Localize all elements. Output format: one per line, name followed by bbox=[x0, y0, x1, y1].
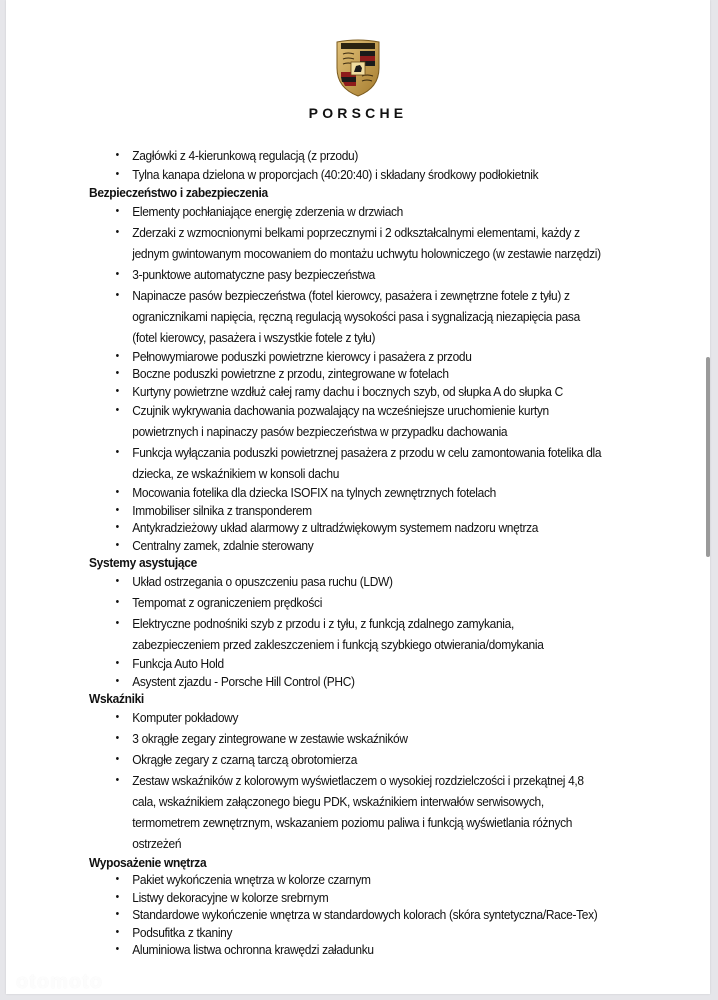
list-item: • Tylna kanapa dzielona w proporcjach (40:20:40) i składany środkowy podłokietnik bbox=[115, 167, 539, 182]
section-title-safety: Bezpieczeństwo i zabezpieczenia bbox=[89, 184, 268, 200]
safety-list bbox=[89, 201, 604, 555]
bullet-icon: • bbox=[115, 503, 119, 516]
bullet-icon: • bbox=[115, 657, 119, 669]
bullet-icon: • bbox=[115, 168, 119, 180]
list-item: • Elektryczne podnośniki szyb z przodu i z tyłu, z funkcją zdalnego zamykania, zabezpieczeniem przed zakleszczeniem i funkcją szybkiego otwierania/domykania bbox=[89, 613, 604, 655]
assist-list bbox=[89, 571, 604, 690]
list-item: • Czujnik wykrywania dachowania pozwalający na wcześniejsze uruchomienie kurtyn powietrznych i napinaczy pasów bezpieczeństwa w przypadku dachowania bbox=[89, 400, 604, 442]
list-item: • Zderzaki z wzmocnionymi belkami poprzecznymi i 2 odkształcalnymi elementami, każdy z jednym gwintowanym mocowaniem do montażu uchwytu holowniczego (w zestawie narzędzi) bbox=[89, 222, 604, 264]
bullet-icon: • bbox=[115, 349, 119, 362]
bullet-icon: • bbox=[115, 732, 119, 744]
list-item: • Funkcja Auto Hold bbox=[115, 656, 224, 671]
bullet-icon: • bbox=[115, 446, 119, 458]
bullet-icon: • bbox=[115, 267, 119, 280]
porsche-wordmark bbox=[282, 106, 434, 120]
vertical-scrollbar[interactable] bbox=[706, 357, 710, 557]
list-item: • 3 okrągłe zegary zintegrowane w zestawie wskaźników bbox=[89, 728, 604, 749]
bullet-icon: • bbox=[115, 204, 119, 217]
bullet-icon: • bbox=[115, 288, 119, 301]
bullet-icon: • bbox=[115, 367, 119, 379]
section-title-interior: Wyposażenie wnętrza bbox=[89, 855, 207, 870]
bullet-icon: • bbox=[115, 149, 119, 161]
list-item: • Kurtyny powietrzne wzdłuż całej ramy dachu i bocznych szyb, od słupka A do słupka C bbox=[115, 383, 563, 399]
list-item: • Listwy dekoracyjne w kolorze srebrnym bbox=[115, 889, 329, 905]
list-item: • 3-punktowe automatyczne pasy bezpieczeństwa bbox=[89, 264, 604, 285]
section-title-gauges: Wskaźniki bbox=[89, 691, 144, 706]
intro-list bbox=[89, 145, 604, 184]
gauges-list bbox=[89, 707, 604, 854]
bullet-icon: • bbox=[115, 404, 119, 416]
bullet-icon: • bbox=[115, 873, 119, 885]
list-item: • Elementy pochłaniające energię zderzenia w drzwiach bbox=[89, 201, 604, 222]
bullet-icon: • bbox=[115, 384, 119, 397]
list-item: • Asystent zjazdu - Porsche Hill Control (PHC) bbox=[115, 673, 355, 689]
watermark: otomoto bbox=[16, 971, 103, 993]
porsche-logo bbox=[6, 38, 710, 98]
bullet-icon: • bbox=[115, 225, 119, 238]
section-title-assist: Systemy asystujące bbox=[89, 555, 197, 570]
bullet-icon: • bbox=[115, 486, 119, 498]
list-item: • Pełnowymiarowe poduszki powietrzne kierowcy i pasażera z przodu bbox=[115, 348, 472, 364]
porsche-crest-icon bbox=[334, 38, 382, 98]
list-item: • Aluminiowa listwa ochronna krawędzi załadunku bbox=[115, 942, 374, 957]
list-item: • Zestaw wskaźników z kolorowym wyświetlaczem o wysokiej rozdzielczości i przekątnej 4,8 cala, wskaźnikiem załączonego biegu PDK, wskaźnikiem interwałów serwisowych, termometrem zewnętrznym, wskazaniem poziomu paliwa i funkcją wyświetlania różnych ostrzeżeń bbox=[89, 770, 604, 854]
list-item: • Immobiliser silnika z transponderem bbox=[115, 502, 312, 518]
bullet-icon: • bbox=[115, 943, 119, 955]
list-item: • Pakiet wykończenia wnętrza w kolorze czarnym bbox=[115, 872, 371, 887]
interior-list bbox=[89, 871, 604, 959]
bullet-icon: • bbox=[115, 674, 119, 687]
bullet-icon: • bbox=[115, 575, 119, 587]
bullet-icon: • bbox=[115, 753, 119, 765]
bullet-icon: • bbox=[115, 617, 119, 629]
bullet-icon: • bbox=[115, 711, 119, 723]
document-page bbox=[6, 0, 710, 994]
list-item: • Zagłówki z 4-kierunkową regulacją (z przodu) bbox=[89, 145, 604, 166]
list-item: • Komputer pokładowy bbox=[89, 707, 604, 728]
list-item: • Standardowe wykończenie wnętrza w standardowych kolorach (skóra syntetyczna/Race-Tex) bbox=[115, 907, 598, 922]
bullet-icon: • bbox=[115, 521, 119, 533]
list-item: • Okrągłe zegary z czarną tarczą obrotomierza bbox=[89, 749, 604, 770]
list-item: • Napinacze pasów bezpieczeństwa (fotel kierowcy, pasażera i zewnętrzne fotele z tyłu) z ogranicznikami napięcia, ręczną regulacją wysokości pasa i sygnalizacją niezapięcia pasa (fotel kierowcy, pasażera i wszystkie fotele z tyłu) bbox=[89, 285, 604, 348]
bullet-icon: • bbox=[115, 596, 119, 608]
bullet-icon: • bbox=[115, 908, 119, 920]
list-item: • Podsufitka z tkaniny bbox=[115, 924, 233, 940]
svg-text:PORSCHE: PORSCHE bbox=[308, 106, 408, 120]
bullet-icon: • bbox=[115, 538, 119, 551]
list-item: • Boczne poduszki powietrzne z przodu, zintegrowane w fotelach bbox=[115, 366, 449, 381]
document-body bbox=[89, 145, 604, 959]
list-item: • Tempomat z ograniczeniem prędkości bbox=[89, 592, 604, 613]
list-item: • Antykradzieżowy układ alarmowy z ultradźwiękowym systemem nadzoru wnętrza bbox=[115, 520, 539, 535]
list-item: • Centralny zamek, zdalnie sterowany bbox=[115, 537, 314, 553]
list-item: • Układ ostrzegania o opuszczeniu pasa ruchu (LDW) bbox=[89, 571, 604, 592]
bullet-icon: • bbox=[115, 925, 119, 938]
list-item: • Mocowania fotelika dla dziecka ISOFIX na tylnych zewnętrznych fotelach bbox=[115, 485, 496, 500]
list-item: • Funkcja wyłączania poduszki powietrznej pasażera z przodu w celu zamontowania fotelika dla dziecka, ze wskaźnikiem w konsoli dachu bbox=[89, 442, 604, 484]
bullet-icon: • bbox=[115, 774, 119, 786]
bullet-icon: • bbox=[115, 890, 119, 903]
